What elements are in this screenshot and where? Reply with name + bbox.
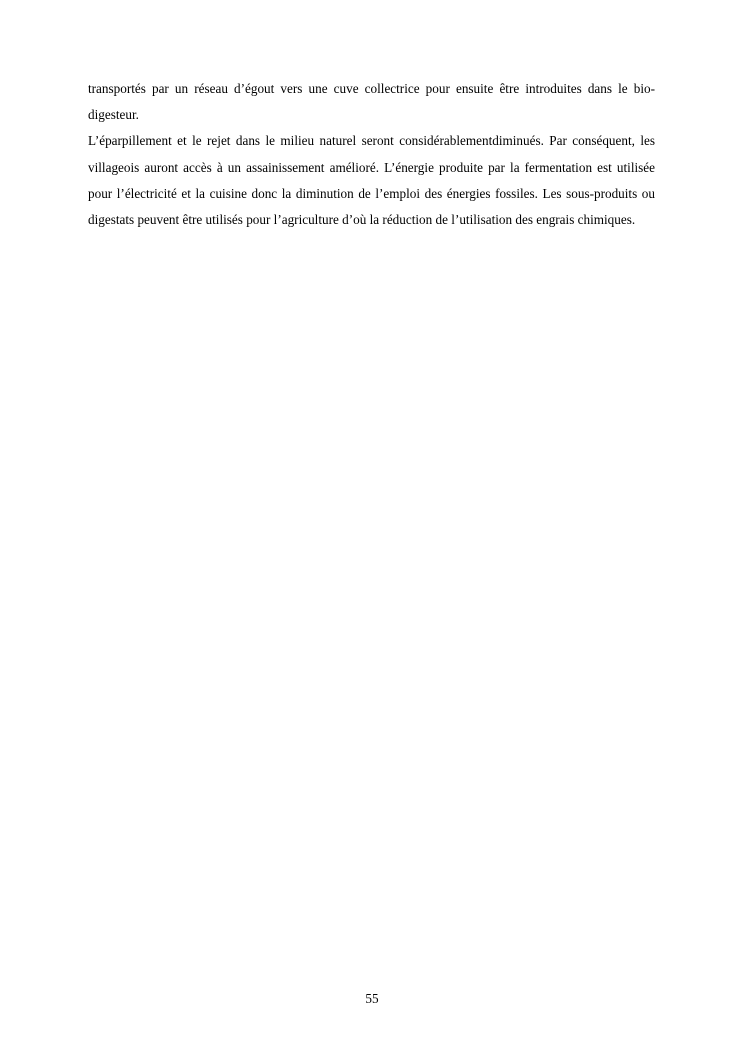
page-number: 55: [365, 991, 379, 1006]
paragraph: transportés par un réseau d’égout vers une cuve collectrice pour ensuite être introduites dans le bio-digesteur.: [88, 81, 655, 123]
paragraph: L’éparpillement et le rejet dans le milieu naturel seront considérablementdiminués. Par conséquent, les villageois auront accès à un assainissement amélioré. L’énergie produite par la fermentation est utilisée pour l’électricité et la cuisine donc la diminution de l’emploi des énergies fossiles. Les sous-produits ou digestats peuvent être utilisés pour l’agriculture d’où la réduction de l’utilisation des engrais chimiques.: [88, 133, 655, 228]
body-text: [88, 76, 655, 233]
